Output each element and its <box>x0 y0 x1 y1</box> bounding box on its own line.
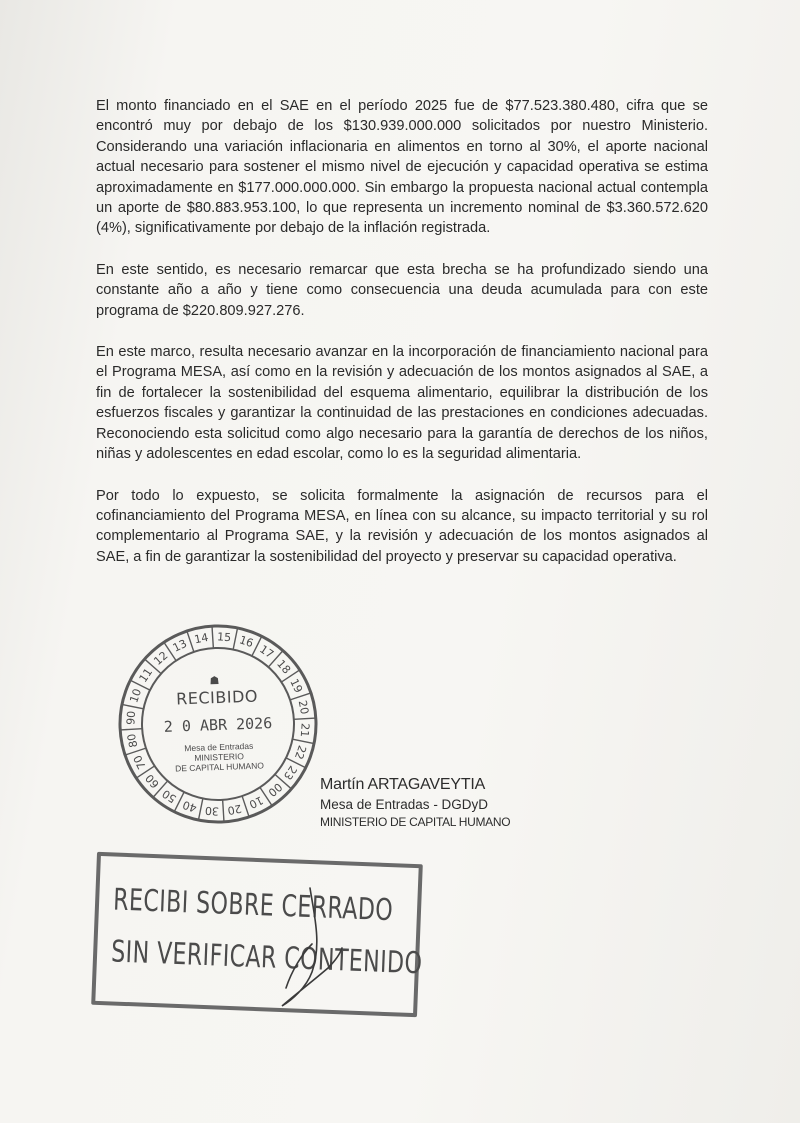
ring-label: 17 <box>257 642 277 662</box>
ring-label: 70 <box>130 752 149 772</box>
ring-label: 14 <box>193 630 210 647</box>
signer-ministry: MINISTERIO DE CAPITAL HUMANO <box>320 815 511 829</box>
paragraph-accumulated-debt: En este sentido, es necesario remarcar que esta brecha se ha profundizado siendo una constante año a año y tiene como consecuencia una deuda acumulada para con este programa de $220.809.927.276. <box>96 261 708 319</box>
ring-label: 30 <box>204 803 220 818</box>
signer-office: Mesa de Entradas - DGDyD <box>320 797 489 812</box>
ring-label: 18 <box>274 657 294 677</box>
paragraph-funding-gap: El monto financiado en el SAE en el período 2025 fue de $77.523.380.480, cifra que se encontró muy por debajo de los $130.939.000.000 solicitados por nuestro Ministerio. Considerando una variación inflacionaria en alimentos en torno al 30%, el aporte nacional actual necesario para sostener el mismo nivel de ejecución y capacidad operativa se estima aproximadamente en $177.000.000.000. Sin embargo la propuesta nacional actual contempla un aporte de $80.883.953.100, lo que representa un incremento nominal de $3.360.572.620 (4%), significativamente por debajo de la inflación registrada. <box>96 98 708 237</box>
stamp-ministry-line2: DE CAPITAL HUMANO <box>174 760 265 774</box>
stamp-date: 2 0 ABR 2026 <box>163 714 273 736</box>
ring-label: 23 <box>280 763 300 783</box>
date-stamp-center <box>108 614 327 833</box>
letter-body <box>96 96 708 588</box>
ring-label: 12 <box>151 648 171 668</box>
paragraph-request: Por todo lo expuesto, se solicita formalmente la asignación de recursos para el cofinanciamiento del Programa MESA, en línea con su alcance, su impacto territorial y su rol complementario al Programa SAE, y la revisión y adecuación de los montos asignados al SAE, a fin de garantizar la sostenibilidad del proyecto y preservar su capacidad operativa. <box>96 487 708 565</box>
stamp-arrow-icon: ☗ <box>209 674 220 688</box>
stamp-received-label: RECIBIDO <box>175 686 259 709</box>
ring-label: 90 <box>124 710 139 726</box>
ring-label: 50 <box>159 786 179 806</box>
ring-label: 16 <box>237 633 256 651</box>
ring-label: 10 <box>246 793 266 812</box>
ring-label: 19 <box>287 676 306 696</box>
signature-block <box>320 776 510 829</box>
ring-label: 13 <box>170 636 190 655</box>
handwritten-signature-scribble <box>262 884 352 1014</box>
ring-label: 40 <box>180 797 199 815</box>
ring-label: 00 <box>265 780 285 800</box>
signer-name: Martín ARTAGAVEYTIA <box>320 776 486 793</box>
sealed-envelope-stamp <box>91 852 423 1017</box>
ring-label: 60 <box>142 771 162 791</box>
stamp-line-sealed: RECIBI SOBRE CERRADO <box>112 882 394 929</box>
ring-label: 20 <box>226 801 243 818</box>
ring-label: 80 <box>124 732 141 749</box>
ring-label: 22 <box>291 743 309 762</box>
received-date-stamp <box>108 614 327 833</box>
ring-label: 21 <box>297 722 312 738</box>
ring-label: 20 <box>295 699 312 716</box>
ring-label: 15 <box>216 630 232 645</box>
ring-label: 11 <box>136 665 156 685</box>
stamp-ministry-line1: MINISTERIO <box>194 751 245 763</box>
stamp-office: Mesa de Entradas <box>184 740 254 754</box>
ring-label: 10 <box>127 686 145 705</box>
paragraph-framework: En este marco, resulta necesario avanzar en la incorporación de financiamiento nacional para el Programa MESA, así como en la revisión y adecuación de los montos asignados al SAE, a fin de fortalecer la sostenibilidad del esquema alimentario, equilibrar la distribución de los esfuerzos fiscales y garantizar la continuidad de las prestaciones en condiciones adecuadas. Reconociendo esta solicitud como algo necesario para la garantía de derechos de los niños, niñas y adolescentes en edad escolar, como lo es la seguridad alimentaria. <box>96 344 708 463</box>
stamp-line-unverified: SIN VERIFICAR CONTENIDO <box>110 934 423 982</box>
